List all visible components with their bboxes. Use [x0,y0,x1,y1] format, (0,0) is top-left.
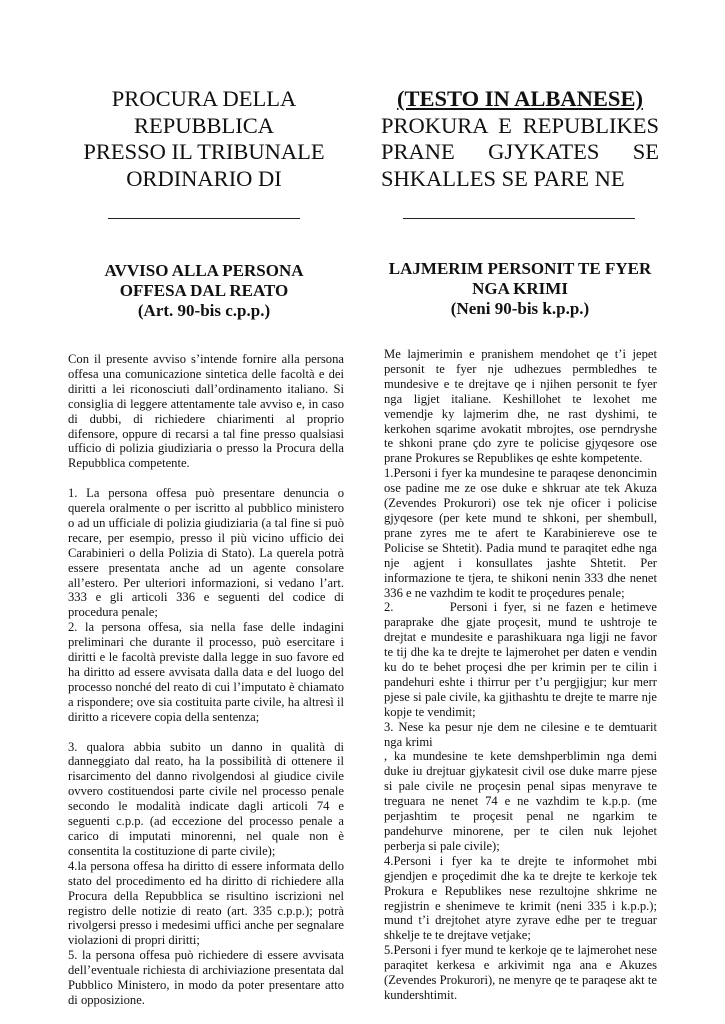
office-heading-albanian [381,86,659,192]
title-line: (Art. 90-bis c.p.p.) [137,301,271,320]
office-line: PRESSO IL TRIBUNALE [83,139,325,164]
blank-fill-line [108,218,300,219]
office-heading-italian [64,86,344,192]
office-line: PROCURA DELLA [111,86,297,111]
title-line: LAJMERIM PERSONIT TE FYER [388,259,652,278]
right-item-4: 4.la persona offesa ha diritto di essere informata dello stato del procedimento ed ha diritto di richiedere alla Procura della Repubblica se risultino iscrizioni nel registro delle notizie di reato (art. 335 c.p.p.); potrà rivolgersi presso i medesimi uffici anche per segnalare violazioni di propri diritti; [68,858,344,948]
title-line: (Neni 90-bis k.p.p.) [450,299,590,318]
right-item-5: 5. la persona offesa può richiedere di essere avvisata dell’eventuale richiesta di archiviazione presentata dal Pubblico Ministero, in modo da poter presentare atto di opposizione. [68,948,344,1007]
right-item-3: 3. qualora abbia subito un danno in qualità di danneggiato dal reato, ha la possibilità di ottenere il risarcimento del danno rivolgendosi al giudice civile ovvero costituendosi parte civile nel processo penale secondo le modalità indicate dagli articoli 74 e seguenti c.p.p. (ad eccezione del processo penale a carico di imputati minorenni, nel quale non è consentita la costituzione di parte civile); [68,739,344,858]
office-line: PROKURA E REPUBLIKES [381,112,659,138]
title-line: AVVISO ALLA PERSONA [104,261,304,280]
blank-fill-line [403,218,635,219]
right-item-1: 1. La persona offesa può presentare denuncia o querela oralmente o per iscritto al pubblico ministero o ad un ufficiale di polizia giudiziaria (a tal fine si può recare, per esempio, presso il più vicino ufficio dei Carabinieri o della Polizia di Stato). La querela potrà essere presentata anche ad un agente consolare all’estero. Per ulteriori informazioni, si vedano l’art. 333 e gli articoli 336 e seguenti del codice di procedura penale; [68,486,344,620]
right-item-1: 1.Personi i fyer ka mundesine te paraqese denoncimin ose padine me ze ose duke e shkruar ate tek Akuza (Zevendes Prokurori) ose tek nje oficer i policise gjyqesore (per kete mund te shkoni, per shembull, prane zyres me te afert te Karabiniereve ose te Policise se Shtetit). Padia mund te paraqitet edhe nga nje agjent i konsullates jashte Shtetit. Per informazione te tjera, te shikoni nenin 333 dhe nenet 336 e ne vazhdim te kodit te proçedures penale; [384,466,657,600]
right-item-2: 2. Personi i fyer, si ne fazen e hetimeve paraprake dhe gjate proçesit, mund te ushtroje te drejtat e mundesite e parashikuara nga ligji ne favor te tij dhe ka te drejte te lajmerohet per daten e vendin ku do te behet proçesi dhe per krimin per te cilin i pandehuri eshte i thirrur per t’u pergjigjur; kur merr pjese si pale civile, ka gjithashtu te drejte te marre nje kopje te vendimit; [384,600,657,719]
office-line: REPUBBLICA [133,112,275,138]
intro-paragraph: Con il presente avviso s’intende fornire alla persona offesa una comunicazione sintetica delle facoltà e dei diritti a lei riconosciuti dall’ordinamento italiano. Si consiglia di leggere attentamente tale avviso e, in caso di dubbi, di richiedere chiarimenti al proprio difensore, oppure di recarsi a tal fine presso qualsiasi ufficio di polizia giudiziaria o presso la Procura della Repubblica competente. [68,352,344,471]
office-line: SHKALLES SE PARE NE [381,165,625,191]
right-item-3-continued: , ka mundesine te kete demshperblimin nga demi duke iu drejtuar gjykatesit civil ose duke marre pjese si pale civile ne proçesin penal sipas menyrave te treguara ne nenet 74 e ne vazhdim te k.p.p. (me perjashtim te proçesit penal ne ngarkim te pandehurve minorene, per te cilen nuk lejohet perberja si pale civile); [384,749,657,853]
title-line: OFFESA DAL REATO [119,281,289,300]
notice-title-italian [64,261,344,321]
notice-title-albanian [381,259,659,319]
right-item-4: 4.Personi i fyer ka te drejte te informohet mbi gjendjen e proçedimit dhe ka te drejte te kerkoje tek Prokura e Republikes nese rezultojne shkrime ne regjistrin e shenimeve te krimit (neni 335 i k.p.p.); mund t’i drejtohet atyre zyrave edhe per te treguar shkelje te te drejtave vetjake; [384,853,657,943]
notice-body-italian [68,352,344,1008]
right-item-5: 5.Personi i fyer mund te kerkoje qe te lajmerohet nese paraqitet kerkesa e arkivimit nga ana e Akuzes (Zevendes Prokurori), ne menyre qe te paraqese akt te kundershtimit. [384,943,657,1002]
intro-paragraph: Me lajmerimin e pranishem mendohet qe t’i jepet personit te fyer nje udhezues permbledhes te mundesive e te drejtave qe i njihen personit te fyer nga ligjet italiane. Keshillohet te lexohet me vemendje ky lajmerim dhe, ne rast dyshimi, te kerkohen sqarime avokatit mbrojtes, ose perndryshe te shkoni prane çdo zyre te policise gjyqesore ose prane Prokures se Republikes qe eshte kompetente. [384,347,657,466]
right-item-2: 2. la persona offesa, sia nella fase delle indagini preliminari che durante il processo, può esercitare i diritti e le facoltà previste dalla legge in suo favore ed ha diritto ad essere avvisata dalla data e del luogo del processo nonché del reato di cui l’imputato è chiamato a rispondere; ove sia costituita parte civile, ha altresì il diritto a ricevere copia della sentenza; [68,620,344,724]
right-item-3: 3. Nese ka pesur nje dem ne cilesine e te demtuarit nga krimi [384,719,657,749]
language-heading: (TESTO IN ALBANESE) [397,86,643,111]
title-line: NGA KRIMI [472,279,568,298]
office-line: ORDINARIO DI [126,165,282,191]
notice-body-albanian [384,347,657,1003]
office-line: PRANE GJYKATES SE [381,139,659,164]
